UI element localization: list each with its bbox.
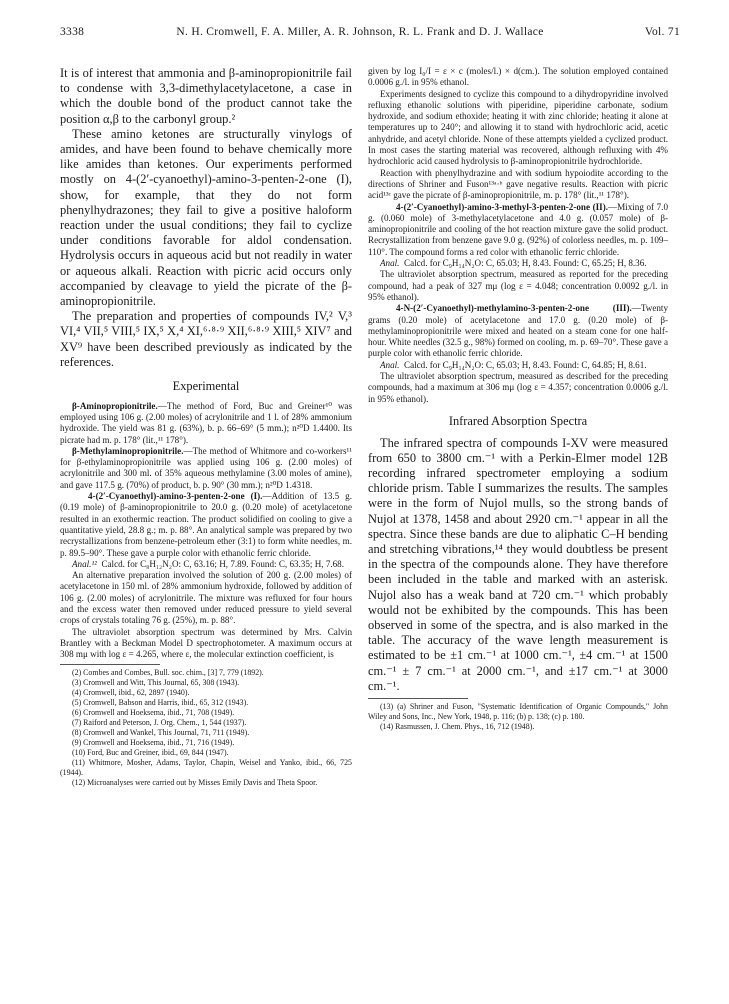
analysis-values: Calcd. for C₈H₁₂N₂O: C, 63.16; H, 7.89. Found: C, 63.35; H, 7.68.: [101, 558, 345, 569]
experimental-paragraph: The ultraviolet absorption spectrum, measured as reported for the preceding compound, had a peak of 327 mμ (log ε = 4.048; concentration 0.0092 g./l. in 95% ethanol).: [368, 269, 668, 302]
compound-label: 4-(2′-Cyanoethyl)-amino-3-penten-2-one (I).: [88, 491, 263, 502]
analysis-line: [368, 258, 668, 269]
footnote: (13) (a) Shriner and Fuson, "Systematic Identification of Organic Compounds," John Wiley and Sons, Inc., New York, 1948, p. 116; (b) p. 138; (c) p. 180.: [368, 701, 668, 721]
footnote: (3) Cromwell and Witt, This Journal, 65, 308 (1943).: [72, 678, 240, 688]
footnote: (6) Cromwell and Hoeksema, ibid., 71, 708 (1949).: [72, 708, 235, 718]
anal-label: Anal.: [380, 258, 400, 269]
compound-label: β-Aminopropionitrile.: [72, 400, 158, 411]
intro-text: [60, 66, 352, 370]
footnote: (14) Rasmussen, J. Chem. Phys., 16, 712 (1948).: [380, 721, 535, 731]
footnotes: [60, 668, 352, 788]
footnotes: [368, 702, 668, 732]
footnote: (12) Microanalyses were carried out by Misses Emily Davis and Theta Spoor.: [72, 778, 318, 788]
experimental-paragraph: Reaction with phenylhydrazine and with sodium hypoiodite according to the directions of Shriner and Fuson¹³ᵃ·ᵇ gave negative results. Reaction with picric acid¹³ᶜ gave the picrate of β-aminopropionitrile, m. p. 178° (lit.,¹¹ 178°).: [368, 167, 668, 201]
experimental-paragraph: [60, 401, 352, 446]
volume-label: Vol. 71: [644, 26, 680, 38]
experimental-text-continued: [368, 66, 668, 405]
experimental-paragraph: [60, 491, 352, 559]
infrared-paragraph: The infrared spectra of compounds I-XV were measured from 650 to 3800 cm.⁻¹ with a Perkin-Elmer model 12B recording infrared spectrometer employing a sodium chloride prism. Table I summarizes the results. The samples were in the form of Nujol mulls, so the strong bands of Nujol at 1378, 1458 and about 2920 cm.⁻¹ appear in all the spectra. Since these bands are due to aliphatic C–H bending and stretching vibrations,¹⁴ they would doubtless be present in the spectra of the compounds alone. They have therefore been included in the table and marked with an asterisk. Nujol also has a weak band at 720 cm.⁻¹ which probably would not be exhibited by the compounds. This has been observed in some of the spectra, and is also marked in the table. The accuracy of the wave length measurement is estimated to be ±1 cm.⁻¹ at 1000 cm.⁻¹, ±4 cm.⁻¹ at 1500 cm.⁻¹ ± 7 cm.⁻¹ at 2000 cm.⁻¹, and ±17 cm.⁻¹ at 3000 cm.⁻¹.: [368, 435, 668, 693]
infrared-text: [368, 436, 668, 694]
footnote: (2) Combes and Combes, Bull. soc. chim., [3] 7, 779 (1892).: [72, 668, 264, 678]
experimental-paragraph: Experiments designed to cyclize this compound to a dihydropyridine involved refluxing ethanolic solutions with piperidine, piperidine carbonate, sodium hydroxide, and sodium ethoxide; heating it with zinc chloride; heating it alone at temperatures up to 240°; and allowing it to stand with hydrochloric acid, acetic anhydride, and acetyl chloride. None of these attempts yielded a cyclized product. In most cases the starting material was recovered, although refluxing with 4% hydrochloric acid caused hydrolysis to β-aminopropionitrile hydrochloride.: [368, 88, 668, 167]
paragraph-body: —The method of Whitmore and co-workers¹¹ for β-ethylaminopropionitrile was applied using 106 g. (2.00 moles) of acrylonitrile and 300 ml. of 35% aqueous methylamine (3.00 moles of amine), and gave 117.5 g. (70%) of product, b. p. 90° (30 mm.); n²⁰D 1.4318.: [60, 445, 352, 490]
footnote-rule: [60, 664, 160, 665]
experimental-text: [60, 401, 352, 661]
intro-paragraph: These amino ketones are structurally vinylogs of amides, and have been found to behave chemically more like amides than ketones. Our experiments performed mostly on 4-(2′-cyanoethyl)-amino-3-penten-2-one (I), show, for example, that they do not form phenylhydrazones; they fail to give a positive haloform reaction under the usual conditions; they fail to cyclize under conditions favorable for aldol condensation. Hydrolysis occurs in aqueous acid but not readily in water or aqueous alkali. Reaction with picric acid occurs only accompanied by cleavage to yield the picrate of the β-aminopropionitrile.: [60, 126, 352, 309]
paragraph-body: —The method of Ford, Buc and Greiner¹⁰ was employed using 106 g. (2.00 moles) of acrylonitrile and 1 l. of 28% ammonium hydroxide. The yield was 81 g. (63%), b. p. 66–69° (5 mm.); n²⁰D 1.4400. Its picrate had m. p. 178° (lit.,¹¹ 178°).: [60, 400, 352, 445]
experimental-paragraph: [60, 446, 352, 491]
section-heading-infrared: Infrared Absorption Spectra: [448, 413, 588, 428]
footnote: (8) Cromwell and Wankel, This Journal, 71, 711 (1949).: [72, 728, 250, 738]
compound-label: 4-N-(2′-Cyanoethyl)-methylamino-3-penten-2-one (III).: [396, 303, 632, 314]
experimental-paragraph: An alternative preparation involved the solution of 200 g. (2.00 moles) of acetylacetone in 150 ml. of 28% ammonium hydroxide, followed by addition of 106 g. (2.00 moles) of acrylonitrile. The mixture was refluxed for four hours and the excess water then removed under reduced pressure to yield several crops of crystals totaling 76 g. (25%), m. p. 88°.: [60, 570, 352, 626]
analysis-values: Calcd. for C₉H₁₄N₂O: C, 65.03; H, 8.43. Found: C, 64.85; H, 8.61.: [404, 359, 647, 370]
running-header: [60, 26, 680, 42]
footnote: (9) Cromwell and Hoeksema, ibid., 71, 716 (1949).: [72, 738, 235, 748]
author-line: N. H. Cromwell, F. A. Miller, A. R. Johnson, R. L. Frank and D. J. Wallace: [176, 26, 544, 38]
analysis-line: [368, 360, 668, 371]
paragraph-body: —Addition of 13.5 g. (0.19 mole) of β-aminopropionitrile to 20.0 g. (0.20 mole) of acetylacetone resulted in an exothermic reaction. The product solidified on cooling to give a quantitative yield, 28.8 g.; m. p. 88°. An analytical sample was prepared by two recrystallizations from benzene-petroleum ether (3:1) to form white needles, m. p. 89.5–90°. These gave a purple color with ethanolic ferric chloride.: [60, 491, 352, 558]
anal-label: Anal.: [380, 359, 400, 370]
analysis-values: Calcd. for C₉H₁₄N₂O: C, 65.03; H, 8.43. Found: C, 65.25; H, 8.36.: [404, 258, 647, 269]
experimental-paragraph: [368, 202, 668, 258]
compound-label: β-Methylaminopropionitrile.: [72, 445, 184, 456]
footnote: (4) Cromwell, ibid., 62, 2897 (1940).: [72, 688, 190, 698]
left-column: [60, 66, 352, 788]
experimental-paragraph: The ultraviolet absorption spectrum, measured as described for the preceding compounds, had a maximum at 306 mμ (log ε = 4.357; concentration 0.0006 g./l. in 95% ethanol).: [368, 371, 668, 404]
experimental-paragraph: given by log I₀/I = ε × c (moles/l.) × d(cm.). The solution employed contained 0.0006 g./l. in 95% ethanol.: [368, 66, 668, 88]
page-number: 3338: [60, 26, 85, 38]
footnote: (10) Ford, Buc and Greiner, ibid., 69, 844 (1947).: [72, 748, 229, 758]
footnote: (11) Whitmore, Mosher, Adams, Taylor, Chapin, Weisel and Yanko, ibid., 66, 725 (1944).: [60, 758, 352, 778]
analysis-line: [60, 559, 352, 570]
footnote-rule: [368, 698, 468, 699]
intro-paragraph: It is of interest that ammonia and β-aminopropionitrile fail to condense with 3,3-dimethylacetylacetone, a case in which the double bond of the product cannot take the position α,β to the carbonyl group.²: [60, 66, 352, 126]
paragraph-body: —Twenty grams (0.20 mole) of acetylacetone and 17.0 g. (0.20 mole) of β-methylaminopropionitrile were mixed and heated on a steam cone for one half-hour. White needles (32.5 g., 98%) formed on cooling, m. p. 69–70°. These gave a purple color with ethanolic ferric chloride.: [368, 303, 668, 359]
footnote: (7) Raiford and Peterson, J. Org. Chem., 1, 544 (1937).: [72, 718, 247, 728]
section-heading-experimental: Experimental: [172, 379, 240, 394]
paragraph-body: —Mixing of 7.0 g. (0.060 mole) of 3-methylacetylacetone and 4.0 g. (0.057 mole) of β-aminopropionitrile and cooling of the hot reaction mixture gave the solid product. Recrystallization from benzene gave 9.0 g. (92%) of colorless needles, m. p. 109–110°. The compound forms a red color with ethanolic ferric chloride.: [368, 201, 668, 257]
anal-label: Anal.¹²: [72, 558, 97, 569]
intro-paragraph: The preparation and properties of compounds IV,² V,³ VI,⁴ VII,⁵ VIII,⁵ IX,⁵ X,⁴ XI,⁶·⁸·⁹ XII,⁶·⁸·⁹ XIII,⁵ XIV⁷ and XV⁹ have been described previously as indicated by the references.: [60, 309, 352, 369]
footnote: (5) Cromwell, Babson and Harris, ibid., 65, 312 (1943).: [72, 698, 249, 708]
right-column: [368, 66, 668, 732]
compound-label: 4-(2′-Cyanoethyl)-amino-3-methyl-3-penten-2-one (II).: [396, 201, 608, 212]
experimental-paragraph: The ultraviolet absorption spectrum was determined by Mrs. Calvin Brantley with a Beckman Model D spectrophotometer. A maximum occurs at 308 mμ with log ε = 4.265, where ε, the molecular extinction coefficient, is: [60, 626, 352, 660]
experimental-paragraph: [368, 303, 668, 359]
